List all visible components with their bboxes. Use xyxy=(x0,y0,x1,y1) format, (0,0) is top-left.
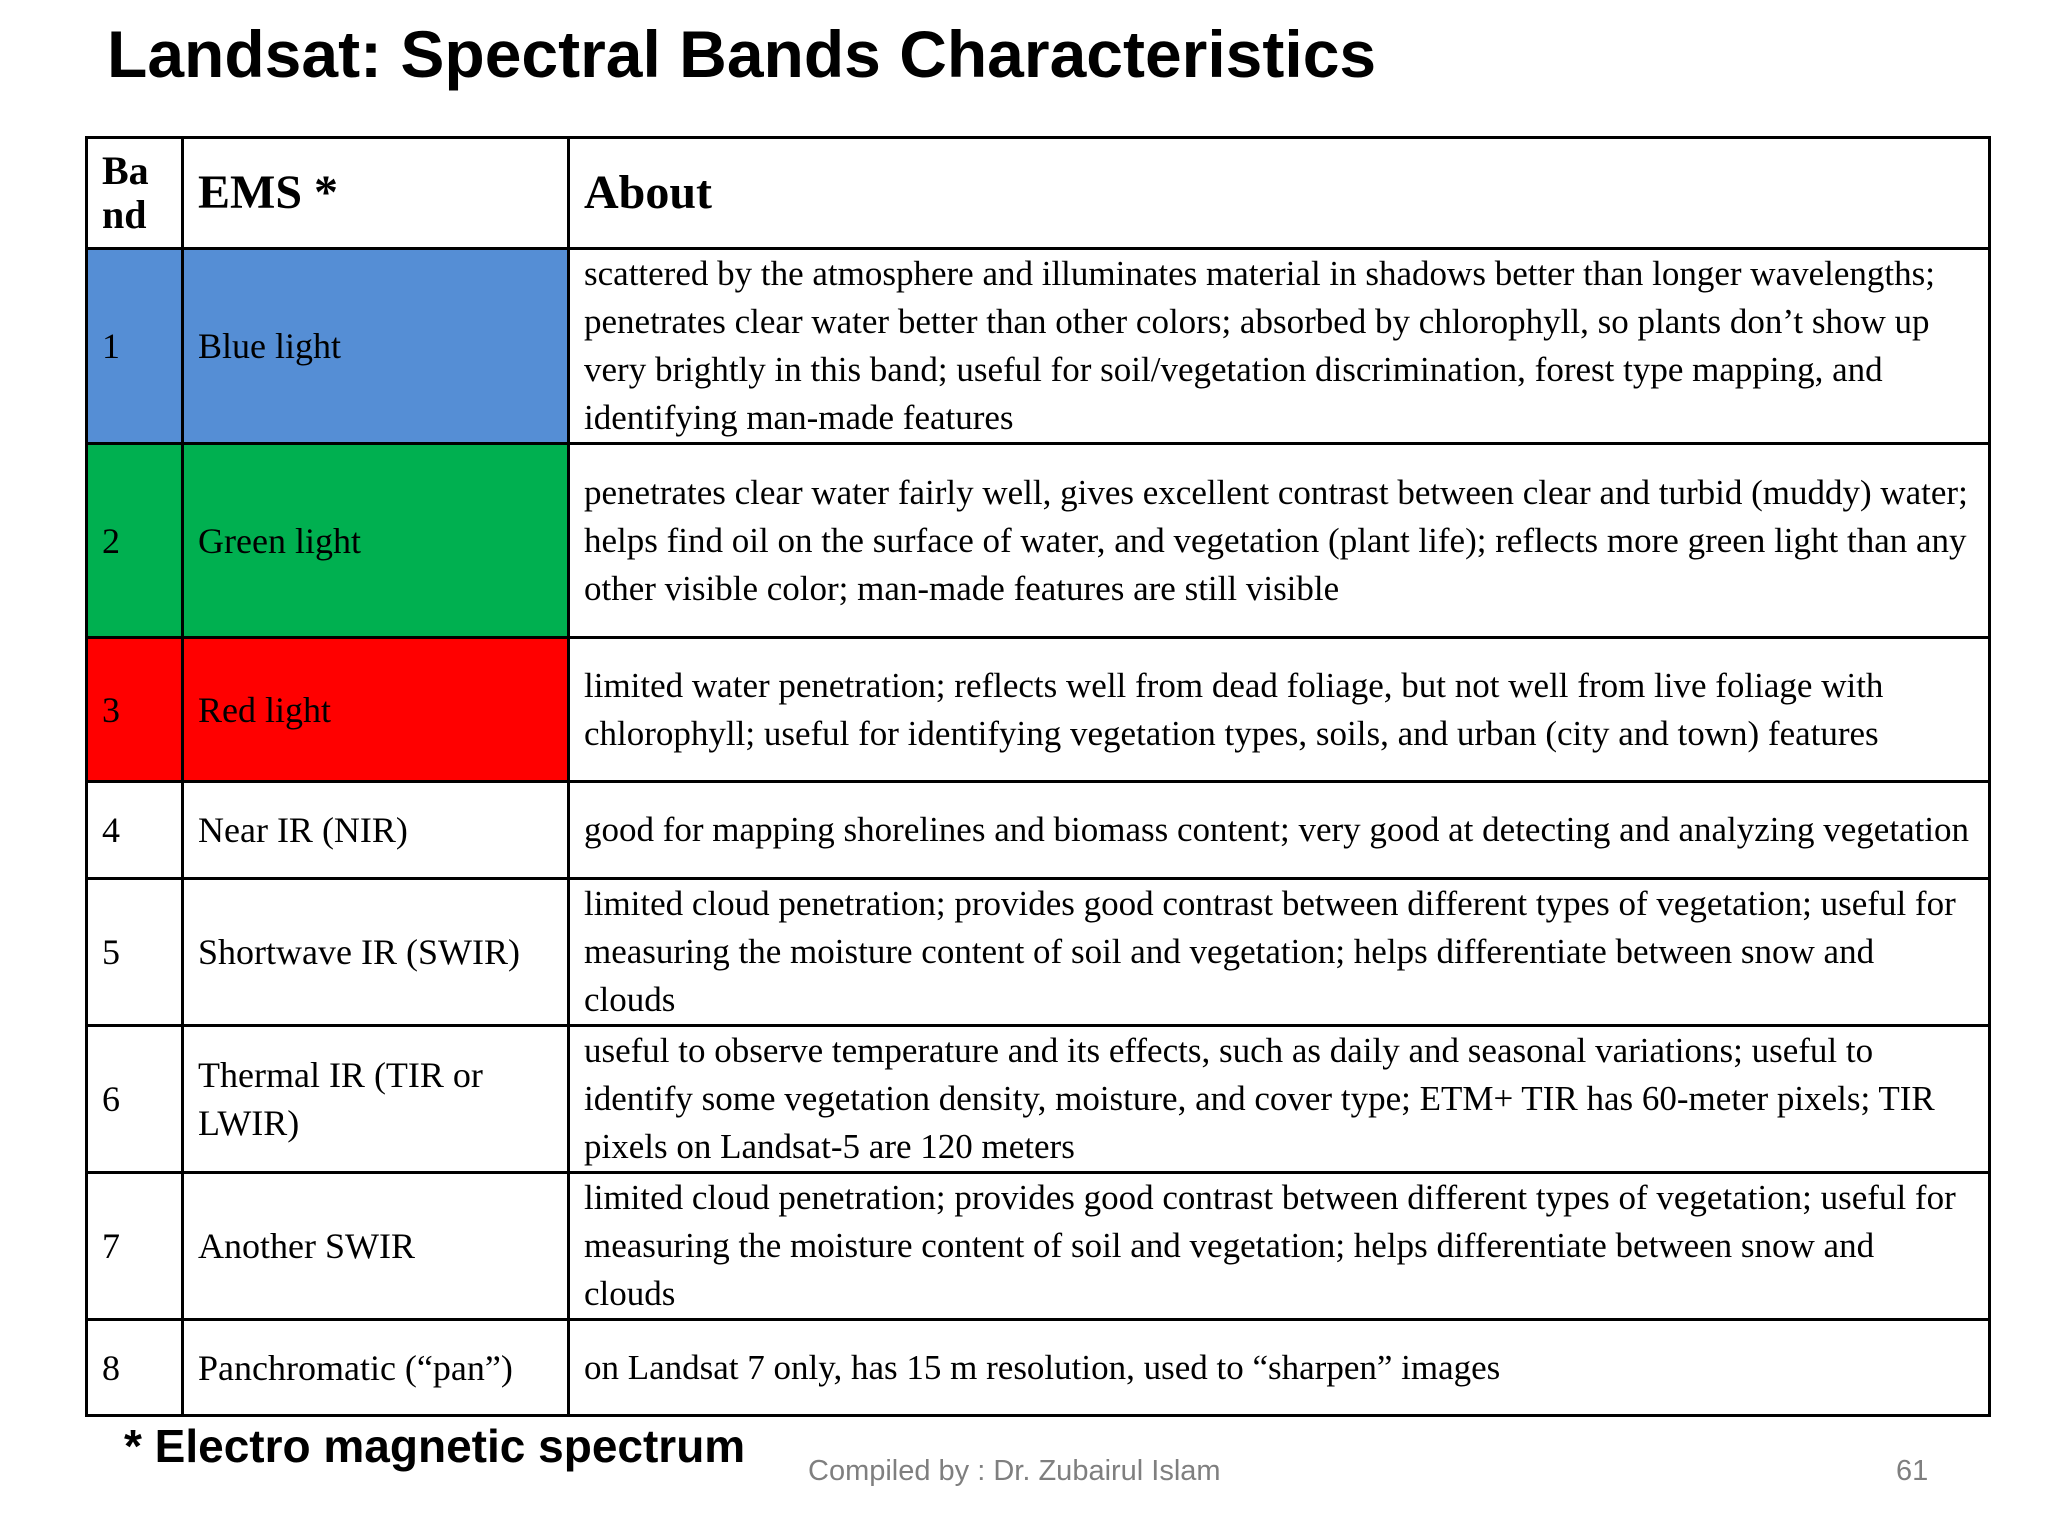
table-row xyxy=(87,879,1990,1026)
column-header-band: Band xyxy=(87,138,183,249)
table-header-row xyxy=(87,138,1990,249)
band-number-cell: 8 xyxy=(87,1320,183,1416)
about-cell: limited cloud penetration; provides good contrast between different types of vegetation; useful for measuring the moisture content of soil and vegetation; helps differentiate between snow and clouds xyxy=(569,1173,1990,1320)
band-number-cell: 6 xyxy=(87,1026,183,1173)
ems-cell: Thermal IR (TIR or LWIR) xyxy=(183,1026,569,1173)
band-number-cell: 1 xyxy=(87,249,183,444)
about-cell: limited cloud penetration; provides good contrast between different types of vegetation; useful for measuring the moisture content of soil and vegetation; helps differentiate between snow and clouds xyxy=(569,879,1990,1026)
page-number: 61 xyxy=(1896,1455,1929,1487)
band-number-cell: 7 xyxy=(87,1173,183,1320)
about-cell: useful to observe temperature and its effects, such as daily and seasonal variations; useful to identify some vegetation density, moisture, and cover type; ETM+ TIR has 60-meter pixels; TIR pixels on Landsat-5 are 120 meters xyxy=(569,1026,1990,1173)
ems-cell: Blue light xyxy=(183,249,569,444)
about-cell: penetrates clear water fairly well, gives excellent contrast between clear and turbid (muddy) water; helps find oil on the surface of water, and vegetation (plant life); reflects more green light than any other visible color; man-made features are still visible xyxy=(569,444,1990,638)
ems-cell: Panchromatic (“pan”) xyxy=(183,1320,569,1416)
table-row xyxy=(87,782,1990,879)
table-row xyxy=(87,444,1990,638)
table-row xyxy=(87,1026,1990,1173)
table-row xyxy=(87,249,1990,444)
band-number-cell: 3 xyxy=(87,638,183,782)
slide-title: Landsat: Spectral Bands Characteristics xyxy=(107,17,1377,91)
about-cell: scattered by the atmosphere and illuminates material in shadows better than longer wavelengths; penetrates clear water better than other colors; absorbed by chlorophyll, so plants don’t show up very brightly in this band; useful for soil/vegetation discrimination, forest type mapping, and identifying man-made features xyxy=(569,249,1990,444)
ems-cell: Another SWIR xyxy=(183,1173,569,1320)
spectral-bands-table xyxy=(85,136,1991,1417)
credit-line: Compiled by : Dr. Zubairul Islam xyxy=(808,1455,1221,1487)
column-header-about: About xyxy=(569,138,1990,249)
about-cell: good for mapping shorelines and biomass content; very good at detecting and analyzing vegetation xyxy=(569,782,1990,879)
about-cell: limited water penetration; reflects well from dead foliage, but not well from live foliage with chlorophyll; useful for identifying vegetation types, soils, and urban (city and town) features xyxy=(569,638,1990,782)
band-number-cell: 2 xyxy=(87,444,183,638)
about-cell: on Landsat 7 only, has 15 m resolution, used to “sharpen” images xyxy=(569,1320,1990,1416)
band-number-cell: 4 xyxy=(87,782,183,879)
table-row xyxy=(87,1173,1990,1320)
ems-cell: Green light xyxy=(183,444,569,638)
ems-cell: Shortwave IR (SWIR) xyxy=(183,879,569,1026)
table-row xyxy=(87,638,1990,782)
footnote: * Electro magnetic spectrum xyxy=(124,1420,746,1472)
ems-cell: Near IR (NIR) xyxy=(183,782,569,879)
ems-cell: Red light xyxy=(183,638,569,782)
band-number-cell: 5 xyxy=(87,879,183,1026)
table-row xyxy=(87,1320,1990,1416)
column-header-ems: EMS * xyxy=(183,138,569,249)
